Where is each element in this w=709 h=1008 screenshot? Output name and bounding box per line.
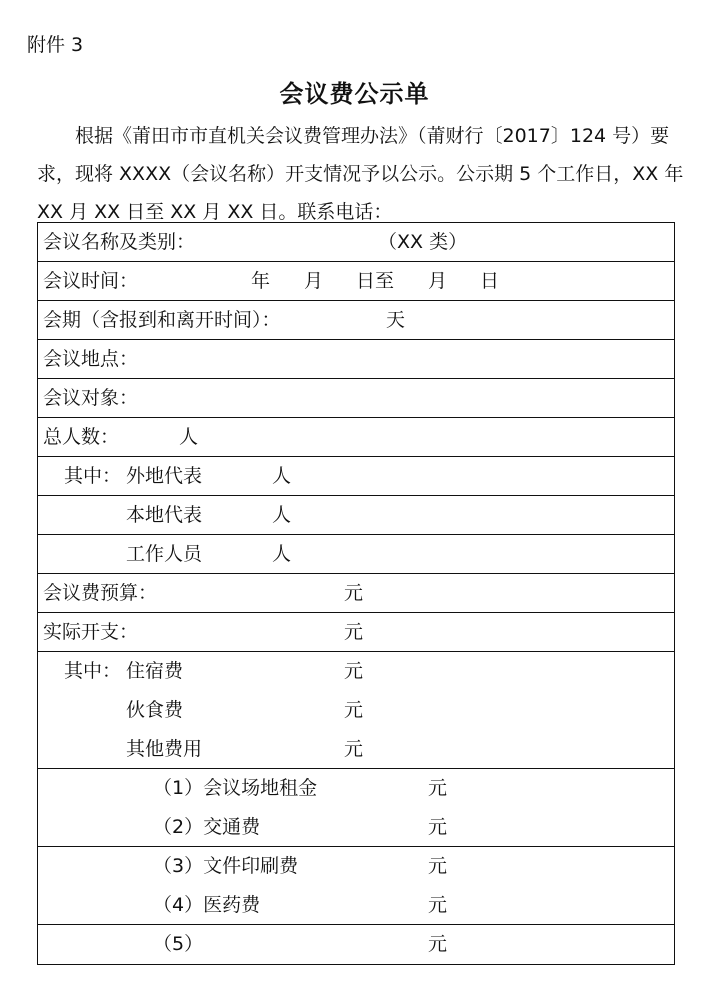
venue-rent-label: （1）会议场地租金 bbox=[153, 777, 318, 799]
row-local-reps bbox=[38, 496, 674, 535]
item-5-unit: 元 bbox=[428, 933, 448, 955]
other-expense-unit: 元 bbox=[344, 738, 364, 760]
meals-unit: 元 bbox=[344, 699, 364, 721]
row-meeting-location bbox=[38, 340, 674, 379]
duration-unit: 天 bbox=[386, 309, 406, 331]
meals-label: 伙食费 bbox=[126, 699, 184, 721]
external-reps-unit: 人 bbox=[272, 465, 292, 487]
intro-paragraph bbox=[37, 117, 685, 231]
lodging-label: 住宿费 bbox=[126, 660, 184, 682]
attachment-label: 附件 3 bbox=[27, 34, 84, 56]
row-item-5 bbox=[38, 925, 674, 964]
attendees-label: 会议对象： bbox=[43, 387, 139, 409]
intro-line-3: XX 月 XX 日至 XX 月 XX 日。联系电话： bbox=[37, 201, 393, 223]
row-meeting-time bbox=[38, 262, 674, 301]
external-reps-label: 外地代表 bbox=[126, 465, 203, 487]
row-budget bbox=[38, 574, 674, 613]
row-meeting-name bbox=[38, 223, 674, 262]
printing-label: （3）文件印刷费 bbox=[153, 855, 299, 877]
total-people-label: 总人数： bbox=[43, 426, 120, 448]
staff-label: 工作人员 bbox=[126, 543, 203, 565]
local-reps-label: 本地代表 bbox=[126, 504, 203, 526]
time-day-end: 日 bbox=[480, 270, 500, 292]
row-printing bbox=[38, 847, 674, 886]
row-external-reps bbox=[38, 457, 674, 496]
duration-label: 会期（含报到和离开时间）： bbox=[43, 309, 281, 331]
row-staff bbox=[38, 535, 674, 574]
budget-label: 会议费预算： bbox=[43, 582, 158, 604]
budget-unit: 元 bbox=[344, 582, 364, 604]
other-expense-label: 其他费用 bbox=[126, 738, 203, 760]
meeting-time-label: 会议时间： bbox=[43, 270, 139, 292]
lodging-unit: 元 bbox=[344, 660, 364, 682]
row-meals bbox=[38, 691, 674, 730]
row-transport bbox=[38, 808, 674, 847]
intro-line-1: 根据《莆田市市直机关会议费管理办法》（莆财行〔2017〕124 号）要 bbox=[75, 125, 670, 147]
row-total-people bbox=[38, 418, 674, 457]
row-venue-rent bbox=[38, 769, 674, 808]
printing-unit: 元 bbox=[428, 855, 448, 877]
time-month-end: 月 bbox=[428, 270, 448, 292]
local-reps-unit: 人 bbox=[272, 504, 292, 526]
medical-label: （4）医药费 bbox=[153, 894, 261, 916]
row-actual-expense bbox=[38, 613, 674, 652]
row-meeting-attendees bbox=[38, 379, 674, 418]
meeting-name-label: 会议名称及类别： bbox=[43, 231, 196, 253]
actual-expense-unit: 元 bbox=[344, 621, 364, 643]
time-day-to: 日至 bbox=[356, 270, 395, 292]
medical-unit: 元 bbox=[428, 894, 448, 916]
time-month: 月 bbox=[304, 270, 324, 292]
location-label: 会议地点： bbox=[43, 348, 139, 370]
among-prefix: 其中： bbox=[64, 465, 122, 487]
meeting-category-value: （XX 类） bbox=[378, 231, 468, 253]
transport-label: （2）交通费 bbox=[153, 816, 261, 838]
time-year: 年 bbox=[251, 270, 271, 292]
staff-unit: 人 bbox=[272, 543, 292, 565]
venue-rent-unit: 元 bbox=[428, 777, 448, 799]
actual-expense-label: 实际开支： bbox=[43, 621, 139, 643]
among-prefix-expense: 其中： bbox=[64, 660, 122, 682]
row-medical bbox=[38, 886, 674, 925]
item-5-label: （5） bbox=[153, 933, 204, 955]
total-people-unit: 人 bbox=[179, 426, 199, 448]
transport-unit: 元 bbox=[428, 816, 448, 838]
row-meeting-duration bbox=[38, 301, 674, 340]
page-title: 会议费公示单 bbox=[279, 80, 430, 108]
intro-line-2: 求，现将 XXXX（会议名称）开支情况予以公示。公示期 5 个工作日，XX 年 bbox=[37, 163, 684, 185]
meeting-fee-table bbox=[37, 222, 675, 965]
row-lodging bbox=[38, 652, 674, 691]
row-other-expense bbox=[38, 730, 674, 769]
